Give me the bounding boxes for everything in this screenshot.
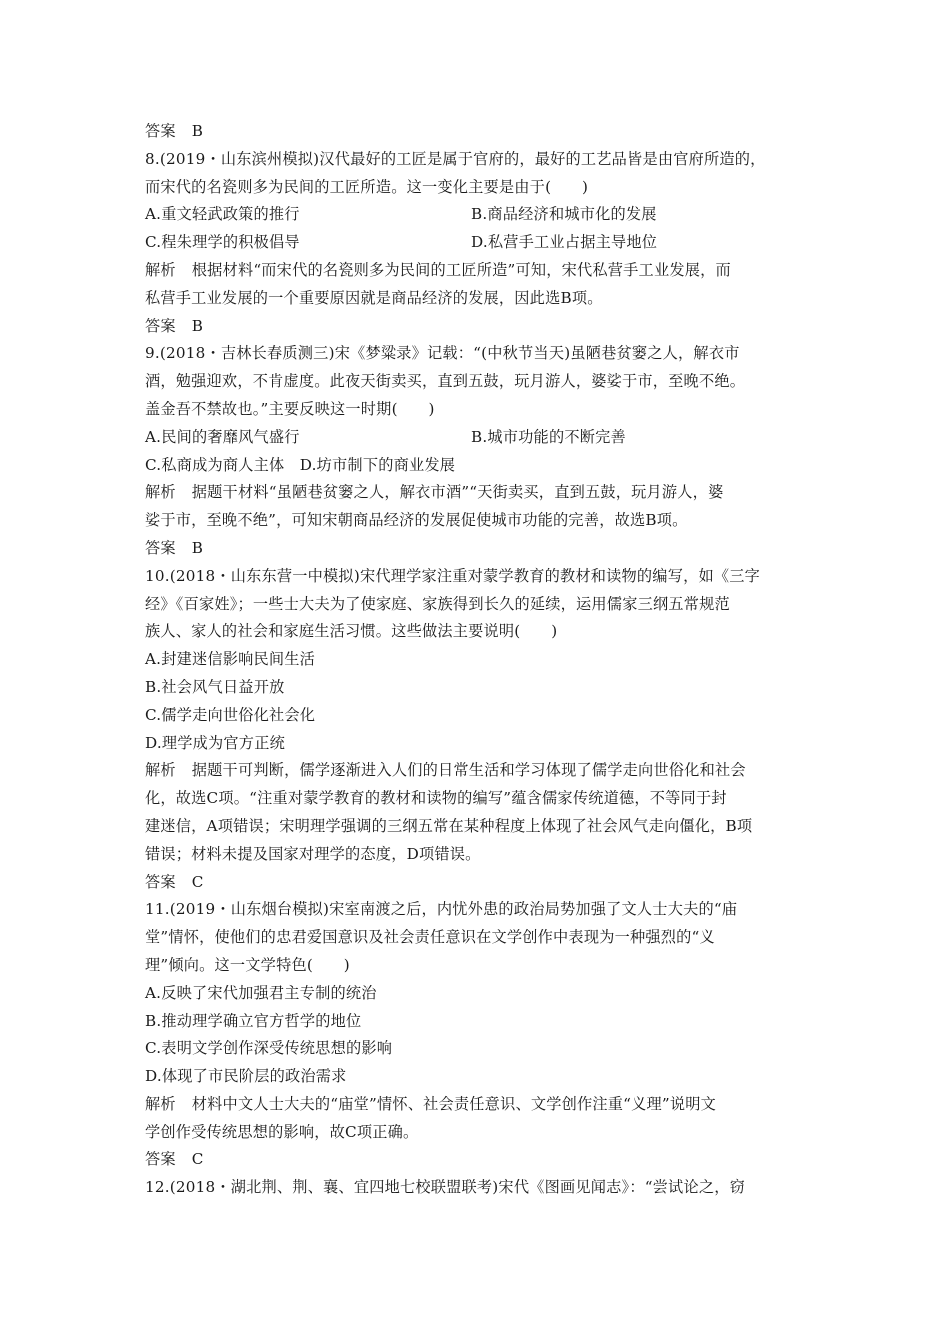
- question-stem-line: 而宋代的名瓷则多为民间的工匠所造。这一变化主要是由于( ): [145, 177, 589, 196]
- question-stem-line: 9.(2018・吉林长春质测三)宋《梦粱录》记载：“(中秋节当天)虽陋巷贫窭之人，解衣市: [145, 344, 740, 363]
- option-b: B.社会风气日益开放: [145, 677, 285, 696]
- option-c-d: C.私商成为商人主体 D.坊市制下的商业发展: [145, 455, 456, 474]
- option-b: B.商品经济和城市化的发展: [471, 205, 657, 224]
- analysis-line: 建迷信，A项错误；宋明理学强调的三纲五常在某种程度上体现了社会风气走向僵化，B项: [145, 816, 753, 835]
- analysis-line: 娑于市，至晚不绝”，可知宋朝商品经济的发展促使城市功能的完善，故选B项。: [145, 511, 688, 530]
- question-stem-line: 酒，勉强迎欢，不肯虚度。此夜天街卖买，直到五鼓，玩月游人，婆娑于市，至晚不绝。: [145, 372, 746, 391]
- answer-line: 答案 C: [145, 1150, 204, 1169]
- question-8: [145, 146, 810, 341]
- analysis-line: 解析 据题干材料“虽陋巷贫窭之人，解衣市酒”“天街卖买，直到五鼓，玩月游人，婆: [145, 483, 724, 502]
- option-a: A.封建迷信影响民间生活: [145, 650, 316, 669]
- option-c: C.儒学走向世俗化社会化: [145, 705, 316, 724]
- option-c: C.程朱理学的积极倡导: [145, 233, 300, 252]
- question-stem-line: 12.(2018・湖北荆、荆、襄、宜四地七校联盟联考)宋代《图画见闻志》：“尝试论之，窃: [145, 1178, 745, 1197]
- option-b: B.推动理学确立官方哲学的地位: [145, 1011, 362, 1030]
- option-c: C.表明文学创作深受传统思想的影响: [145, 1039, 393, 1058]
- analysis-line: 学创作受传统思想的影响，故C项正确。: [145, 1122, 419, 1141]
- option-a: A.重文轻武政策的推行: [145, 205, 300, 224]
- option-b: B.城市功能的不断完善: [471, 427, 626, 446]
- question-11: [145, 896, 810, 1174]
- answer-line: 答案 B: [145, 316, 204, 335]
- option-d: D.理学成为官方正统: [145, 733, 285, 752]
- question-stem-line: 族人、家人的社会和家庭生活习惯。这些做法主要说明( ): [145, 622, 558, 641]
- analysis-line: 错误；材料未提及国家对理学的态度，D项错误。: [145, 844, 481, 863]
- analysis-line: 私营手工业发展的一个重要原因就是商品经济的发展，因此选B项。: [145, 288, 603, 307]
- question-12: [145, 1174, 810, 1202]
- question-stem-line: 理”倾向。这一文学特色( ): [145, 955, 350, 974]
- option-a: A.反映了宋代加强君主专制的统治: [145, 983, 377, 1002]
- option-d: D.私营手工业占据主导地位: [471, 233, 658, 252]
- option-a: A.民间的奢靡风气盛行: [145, 427, 300, 446]
- question-9: [145, 340, 810, 562]
- analysis-line: 解析 根据材料“而宋代的名瓷则多为民间的工匠所造”可知，宋代私营手工业发展，而: [145, 260, 731, 279]
- question-stem-line: 堂”情怀，使他们的忠君爱国意识及社会责任意识在文学创作中表现为一种强烈的“义: [145, 928, 715, 947]
- question-stem-line: 经》《百家姓》；一些士大夫为了使家庭、家族得到长久的延续，运用儒家三纲五常规范: [145, 594, 730, 613]
- analysis-line: 解析 据题干可判断，儒学逐渐进入人们的日常生活和学习体现了儒学走向世俗化和社会: [145, 761, 746, 780]
- question-stem-line: 10.(2018・山东东营一中模拟)宋代理学家注重对蒙学教育的教材和读物的编写，如《三字: [145, 566, 761, 585]
- analysis-line: 解析 材料中文人士大夫的“庙堂”情怀、社会责任意识、文学创作注重“义理”说明文: [145, 1094, 717, 1113]
- answer-line: 答案 C: [145, 872, 204, 891]
- answer-line: 答案 B: [145, 538, 204, 557]
- question-stem-line: 11.(2019・山东烟台模拟)宋室南渡之后，内忧外患的政治局势加强了文人士大夫的“庙: [145, 900, 738, 919]
- analysis-line: 化，故选C项。“注重对蒙学教育的教材和读物的编写”蕴含儒家传统道德，不等同于封: [145, 789, 727, 808]
- question-stem-line: 盖金吾不禁故也。”主要反映这一时期( ): [145, 399, 435, 418]
- question-stem-line: 8.(2019・山东滨州模拟)汉代最好的工匠是属于官府的，最好的工艺品皆是由官府所造的，: [145, 149, 766, 168]
- option-d: D.体现了市民阶层的政治需求: [145, 1067, 347, 1086]
- answer-line: 答案 B: [145, 122, 204, 140]
- question-10: [145, 563, 810, 897]
- document-page: [145, 118, 810, 1202]
